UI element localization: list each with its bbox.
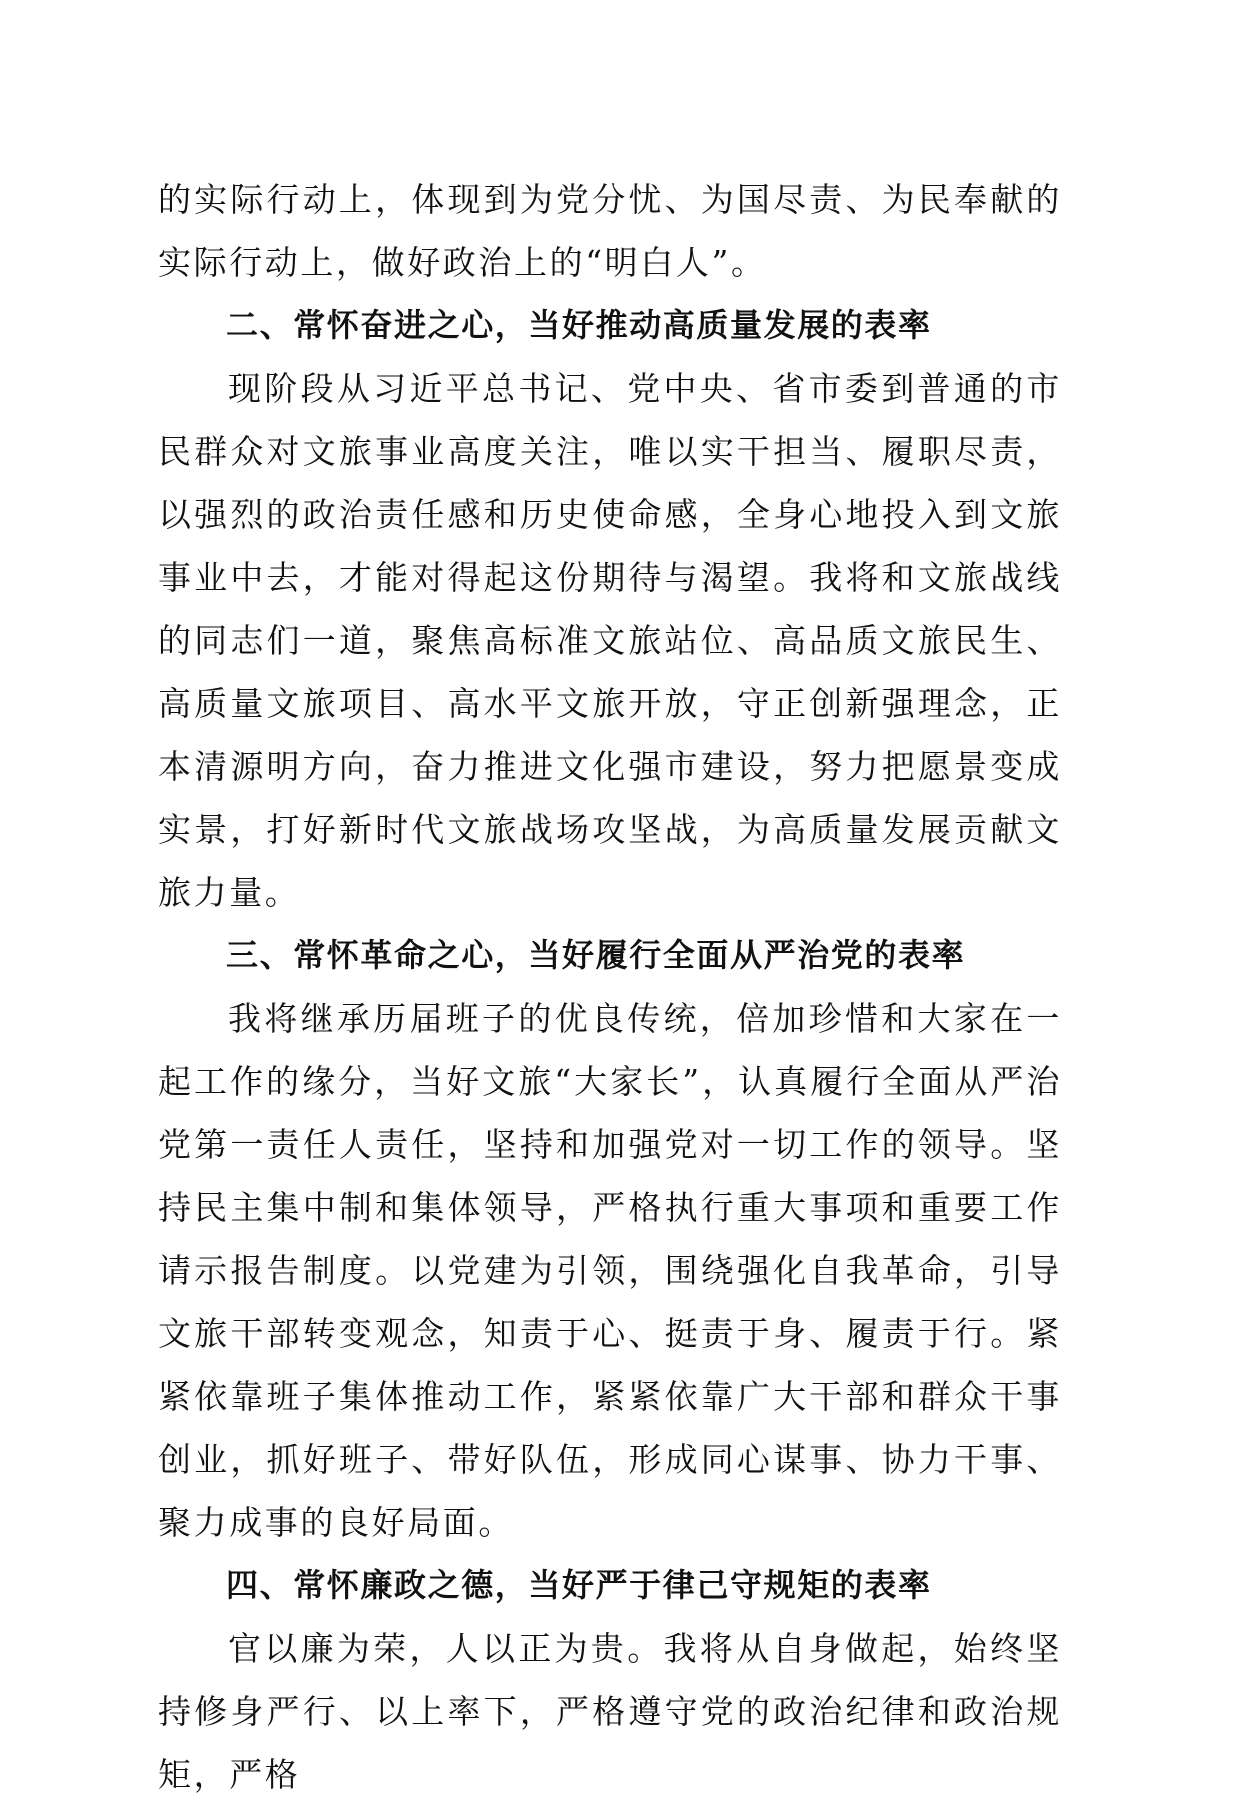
body-paragraph: 现阶段从习近平总书记、党中央、省市委到普通的市民群众对文旅事业高度关注，唯以实干担当、履职尽责，以强烈的政治责任感和历史使命感，全身心地投入到文旅事业中去，才能对得起这份期待与渴望。我将和文旅战线的同志们一道，聚焦高标准文旅站位、高品质文旅民生、高质量文旅项目、高水平文旅开放，守正创新强理念，正本清源明方向，奋力推进文化强市建设，努力把愿景变成实景，打好新时代文旅战场攻坚战，为高质量发展贡献文旅力量。 (158, 369, 1062, 912)
body-paragraph: 我将继承历届班子的优良传统，倍加珍惜和大家在一起工作的缘分，当好文旅“大家长”，认真履行全面从严治党第一责任人责任，坚持和加强党对一切工作的领导。坚持民主集中制和集体领导，严格执行重大事项和重要工作请示报告制度。以党建为引领，围绕强化自我革命，引导文旅干部转变观念，知责于心、挺责于身、履责于行。紧紧依靠班子集体推动工作，紧紧依靠广大干部和群众干事创业，抓好班子、带好队伍，形成同心谋事、协力干事、聚力成事的良好局面。 (158, 999, 1062, 1542)
section-heading: 二、常怀奋进之心，当好推动高质量发展的表率 (226, 306, 932, 344)
body-paragraph: 的实际行动上，体现到为党分忧、为国尽责、为民奉献的实际行动上，做好政治上的“明白人”。 (158, 180, 1062, 282)
section-heading: 四、常怀廉政之德，当好严于律己守规矩的表率 (226, 1566, 932, 1604)
body-paragraph: 官以廉为荣，人以正为贵。我将从自身做起，始终坚持修身严行、以上率下，严格遵守党的政治纪律和政治规矩，严格 (158, 1629, 1062, 1794)
document-page (158, 168, 1062, 1806)
section-heading: 三、常怀革命之心，当好履行全面从严治党的表率 (226, 936, 966, 974)
